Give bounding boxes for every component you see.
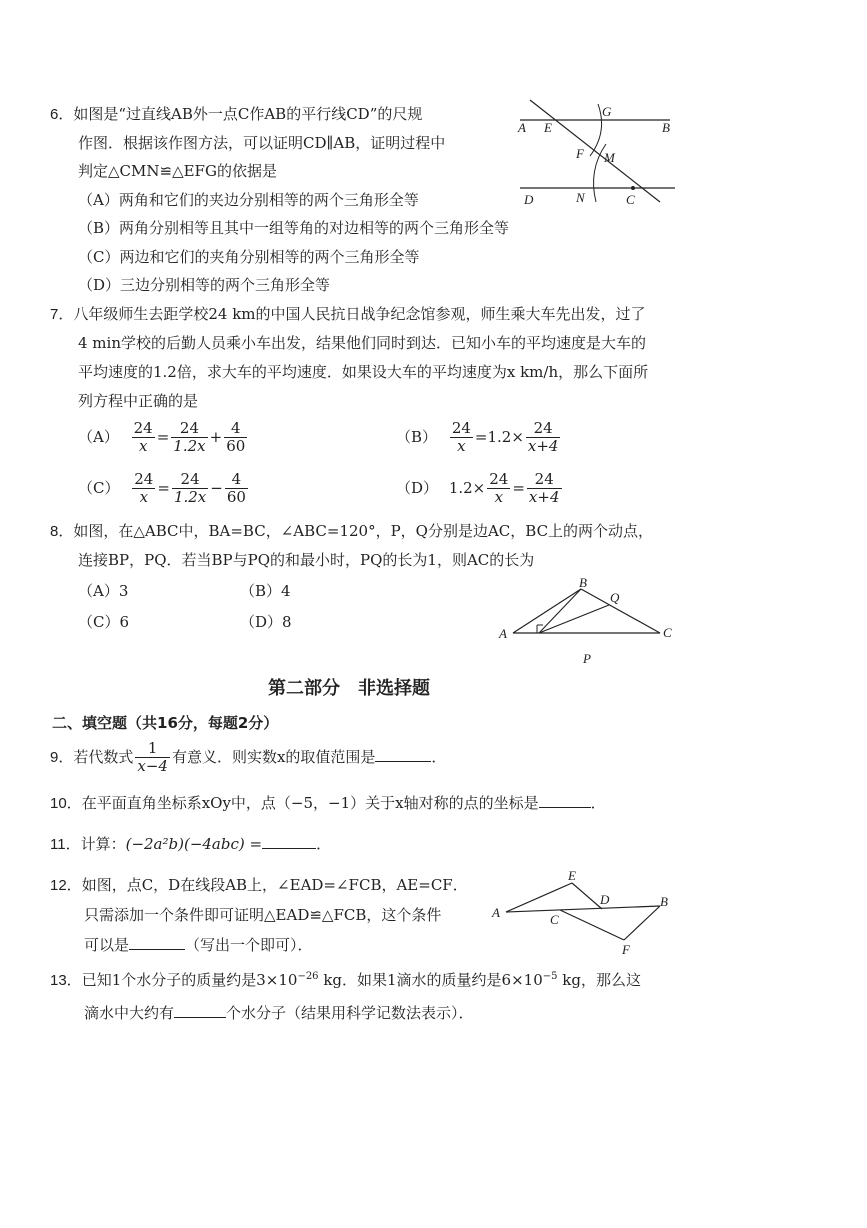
q13-line1: [50, 969, 641, 990]
q7-text-1: 八年级师生去距学校24 km的中国人民抗日战争纪念馆参观，师生乘大车先出发，过了: [73, 305, 646, 323]
q7-option-d-label: （D）: [396, 478, 439, 497]
q12-label-c: C: [550, 912, 559, 927]
q12-label-e: E: [568, 868, 576, 883]
q13-text-1c: kg，那么这: [557, 971, 641, 989]
q8-option-d: （D）8: [240, 613, 292, 631]
q7-option-d: [396, 471, 564, 507]
q11-answer-blank[interactable]: [262, 834, 316, 849]
part2-title: 第二部分 非选择题: [268, 678, 430, 699]
q6-number: 6．: [50, 106, 74, 123]
q6-label-c: C: [626, 192, 635, 207]
q8-text-1: 如图，在△ABC中，BA=BC，∠ABC=120°，P，Q分别是边AC，BC上的两个动点，: [73, 522, 654, 540]
q8-label-q: Q: [610, 590, 620, 605]
q7-option-c-label: （C）: [78, 478, 120, 497]
q12-label-f: F: [622, 942, 630, 957]
q7-c-frac3-num: 4: [225, 471, 248, 489]
q6-line1: [50, 103, 422, 124]
q12-line1: [50, 874, 468, 895]
q12-figure: [488, 868, 678, 958]
q9-pre: 若代数式: [73, 747, 134, 766]
q6-figure: [510, 92, 685, 212]
q8-option-c: （C）6: [78, 613, 130, 631]
q6-label-e: E: [544, 120, 552, 135]
q11-end: ．: [316, 835, 332, 853]
q7-a-op2: +: [209, 427, 223, 446]
q7-c-frac1-den: x: [139, 488, 149, 507]
q9-end: ．: [431, 747, 447, 766]
q7-number: 7．: [50, 306, 74, 323]
q13-text-2a: 滴水中大约有: [84, 1004, 175, 1022]
q12-label-b: B: [660, 894, 668, 909]
q12-text-3b: （写出一个即可）．: [185, 936, 313, 954]
q6-label-n: N: [576, 190, 585, 205]
q9-post: 有意义．则实数x的取值范围是: [171, 747, 376, 766]
q8-label-p: P: [583, 651, 591, 666]
q13-text-1a: 已知1个水分子的质量约是3×10: [81, 971, 298, 989]
q6-label-d: D: [524, 192, 534, 207]
q13-answer-blank[interactable]: [174, 1003, 226, 1018]
q10-answer-blank[interactable]: [539, 793, 591, 808]
q10-line: [50, 792, 606, 813]
q8-option-a: （A）3: [78, 582, 129, 600]
q7-d-pre: 1.2×: [448, 478, 486, 497]
q13-text-2b: 个水分子（结果用科学记数法表示）．: [226, 1004, 474, 1022]
q7-option-a-label: （A）: [78, 427, 119, 446]
q7-option-b: [396, 420, 562, 456]
q12-label-d: D: [600, 892, 610, 907]
q7-c-frac2-num: 24: [172, 471, 208, 489]
q7-line1: [50, 303, 646, 324]
q7-c-op2: −: [210, 478, 223, 497]
q8-line1: [50, 520, 653, 541]
q7-d-frac2-den: x+4: [528, 488, 560, 507]
q6-label-b: B: [662, 120, 670, 135]
q6-label-a: A: [518, 120, 526, 135]
q12-text-3a: 可以是: [84, 936, 130, 954]
q7-b-frac2-den: x+4: [527, 437, 559, 456]
q7-a-frac2-num: 24: [171, 420, 207, 438]
q9-frac-num: 1: [135, 740, 170, 758]
q13-number: 13．: [50, 972, 82, 989]
q7-text-2: 4 min学校的后勤人员乘小车出发，结果他们同时到达．已知小车的平均速度是大车的: [78, 334, 646, 352]
q7-a-frac2-den: 1.2x: [173, 437, 206, 456]
q9-line: [50, 740, 446, 776]
q11-number: 11．: [50, 836, 81, 853]
q11-pre: 计算：: [80, 835, 126, 853]
q7-b-frac1-den: x: [457, 437, 466, 456]
q7-a-frac1-num: 24: [133, 419, 153, 437]
q13-exponent-2: −5: [542, 971, 558, 982]
q6-option-d: （D）三边分别相等的两个三角形全等: [78, 276, 331, 294]
q6-text-2: 作图．根据该作图方法，可以证明CD∥AB，证明过程中: [78, 134, 446, 152]
q7-a-frac3-num: 4: [224, 420, 247, 438]
q7-option-a: [78, 420, 249, 456]
section2-title: 二、填空题（共16分，每题2分）: [52, 714, 279, 732]
q7-text-4: 列方程中正确的是: [78, 392, 199, 410]
q7-c-frac3-den: 60: [226, 488, 246, 507]
q10-text: 在平面直角坐标系xOy中，点（−5，−1）关于x轴对称的点的坐标是: [81, 794, 539, 812]
q7-a-frac1-den: x: [138, 437, 148, 456]
q7-c-op1: =: [157, 478, 170, 497]
q8-text-2: 连接BP，PQ．若当BP与PQ的和最小时，PQ的长为1，则AC的长为: [78, 551, 535, 569]
q12-text-2: 只需添加一个条件即可证明△EAD≌△FCB，这个条件: [84, 906, 442, 924]
q7-b-frac2-num: 24: [526, 420, 561, 438]
q6-option-c: （C）两边和它们的夹角分别相等的两个三角形全等: [78, 248, 420, 266]
q7-option-b-label: （B）: [396, 427, 438, 446]
q12-answer-blank[interactable]: [129, 935, 185, 950]
q6-label-f: F: [576, 146, 584, 161]
q7-b-op1: =1.2×: [474, 427, 524, 446]
q9-number: 9．: [50, 748, 74, 766]
q7-a-frac3-den: 60: [226, 437, 246, 456]
q11-expression: (−2a²b)(−4abc) =: [125, 835, 263, 853]
q12-line3: [84, 934, 313, 955]
q7-text-3: 平均速度的1.2倍，求大车的平均速度．如果设大车的平均速度为x km/h，那么下面所: [78, 363, 649, 381]
q9-answer-blank[interactable]: [375, 747, 431, 762]
q13-exponent-1: −26: [297, 971, 319, 982]
q10-end: ．: [590, 794, 606, 812]
q6-label-m: M: [604, 150, 615, 165]
q6-option-a: （A）两角和它们的夹边分别相等的两个三角形全等: [78, 191, 419, 209]
q7-d-frac2-num: 24: [527, 471, 562, 489]
q7-a-op1: =: [156, 427, 170, 446]
q7-c-frac2-den: 1.2x: [173, 488, 207, 507]
q13-line2: [84, 1002, 474, 1023]
q6-text-3: 判定△CMN≌△EFG的依据是: [78, 162, 277, 180]
q13-text-1b: kg．如果1滴水的质量约是6×10: [318, 971, 543, 989]
q7-c-frac1-num: 24: [134, 470, 154, 488]
q7-d-frac1-den: x: [494, 488, 504, 507]
q12-text-1: 如图，点C，D在线段AB上，∠EAD=∠FCB，AE=CF．: [81, 876, 468, 894]
q8-label-a: A: [499, 626, 507, 641]
q6-text-1: 如图是“过直线AB外一点C作AB的平行线CD”的尺规: [73, 105, 423, 123]
q8-label-c: C: [663, 625, 672, 640]
q9-frac-den: x−4: [137, 757, 168, 776]
q7-d-op1: =: [512, 478, 525, 497]
q8-figure: [495, 575, 685, 670]
q12-number: 12．: [50, 877, 82, 894]
q8-option-b: （B）4: [240, 582, 291, 600]
q12-label-a: A: [492, 905, 500, 920]
q6-option-b: （B）两角分别相等且其中一组等角的对边相等的两个三角形全等: [78, 219, 510, 237]
q7-d-frac1-num: 24: [489, 470, 509, 488]
q8-label-b: B: [579, 575, 587, 590]
q8-number: 8．: [50, 523, 74, 540]
q6-label-g: G: [602, 104, 612, 119]
q11-line: [50, 833, 331, 854]
q7-b-frac1-num: 24: [451, 419, 471, 437]
q10-number: 10．: [50, 795, 82, 812]
q7-option-c: [78, 471, 250, 507]
